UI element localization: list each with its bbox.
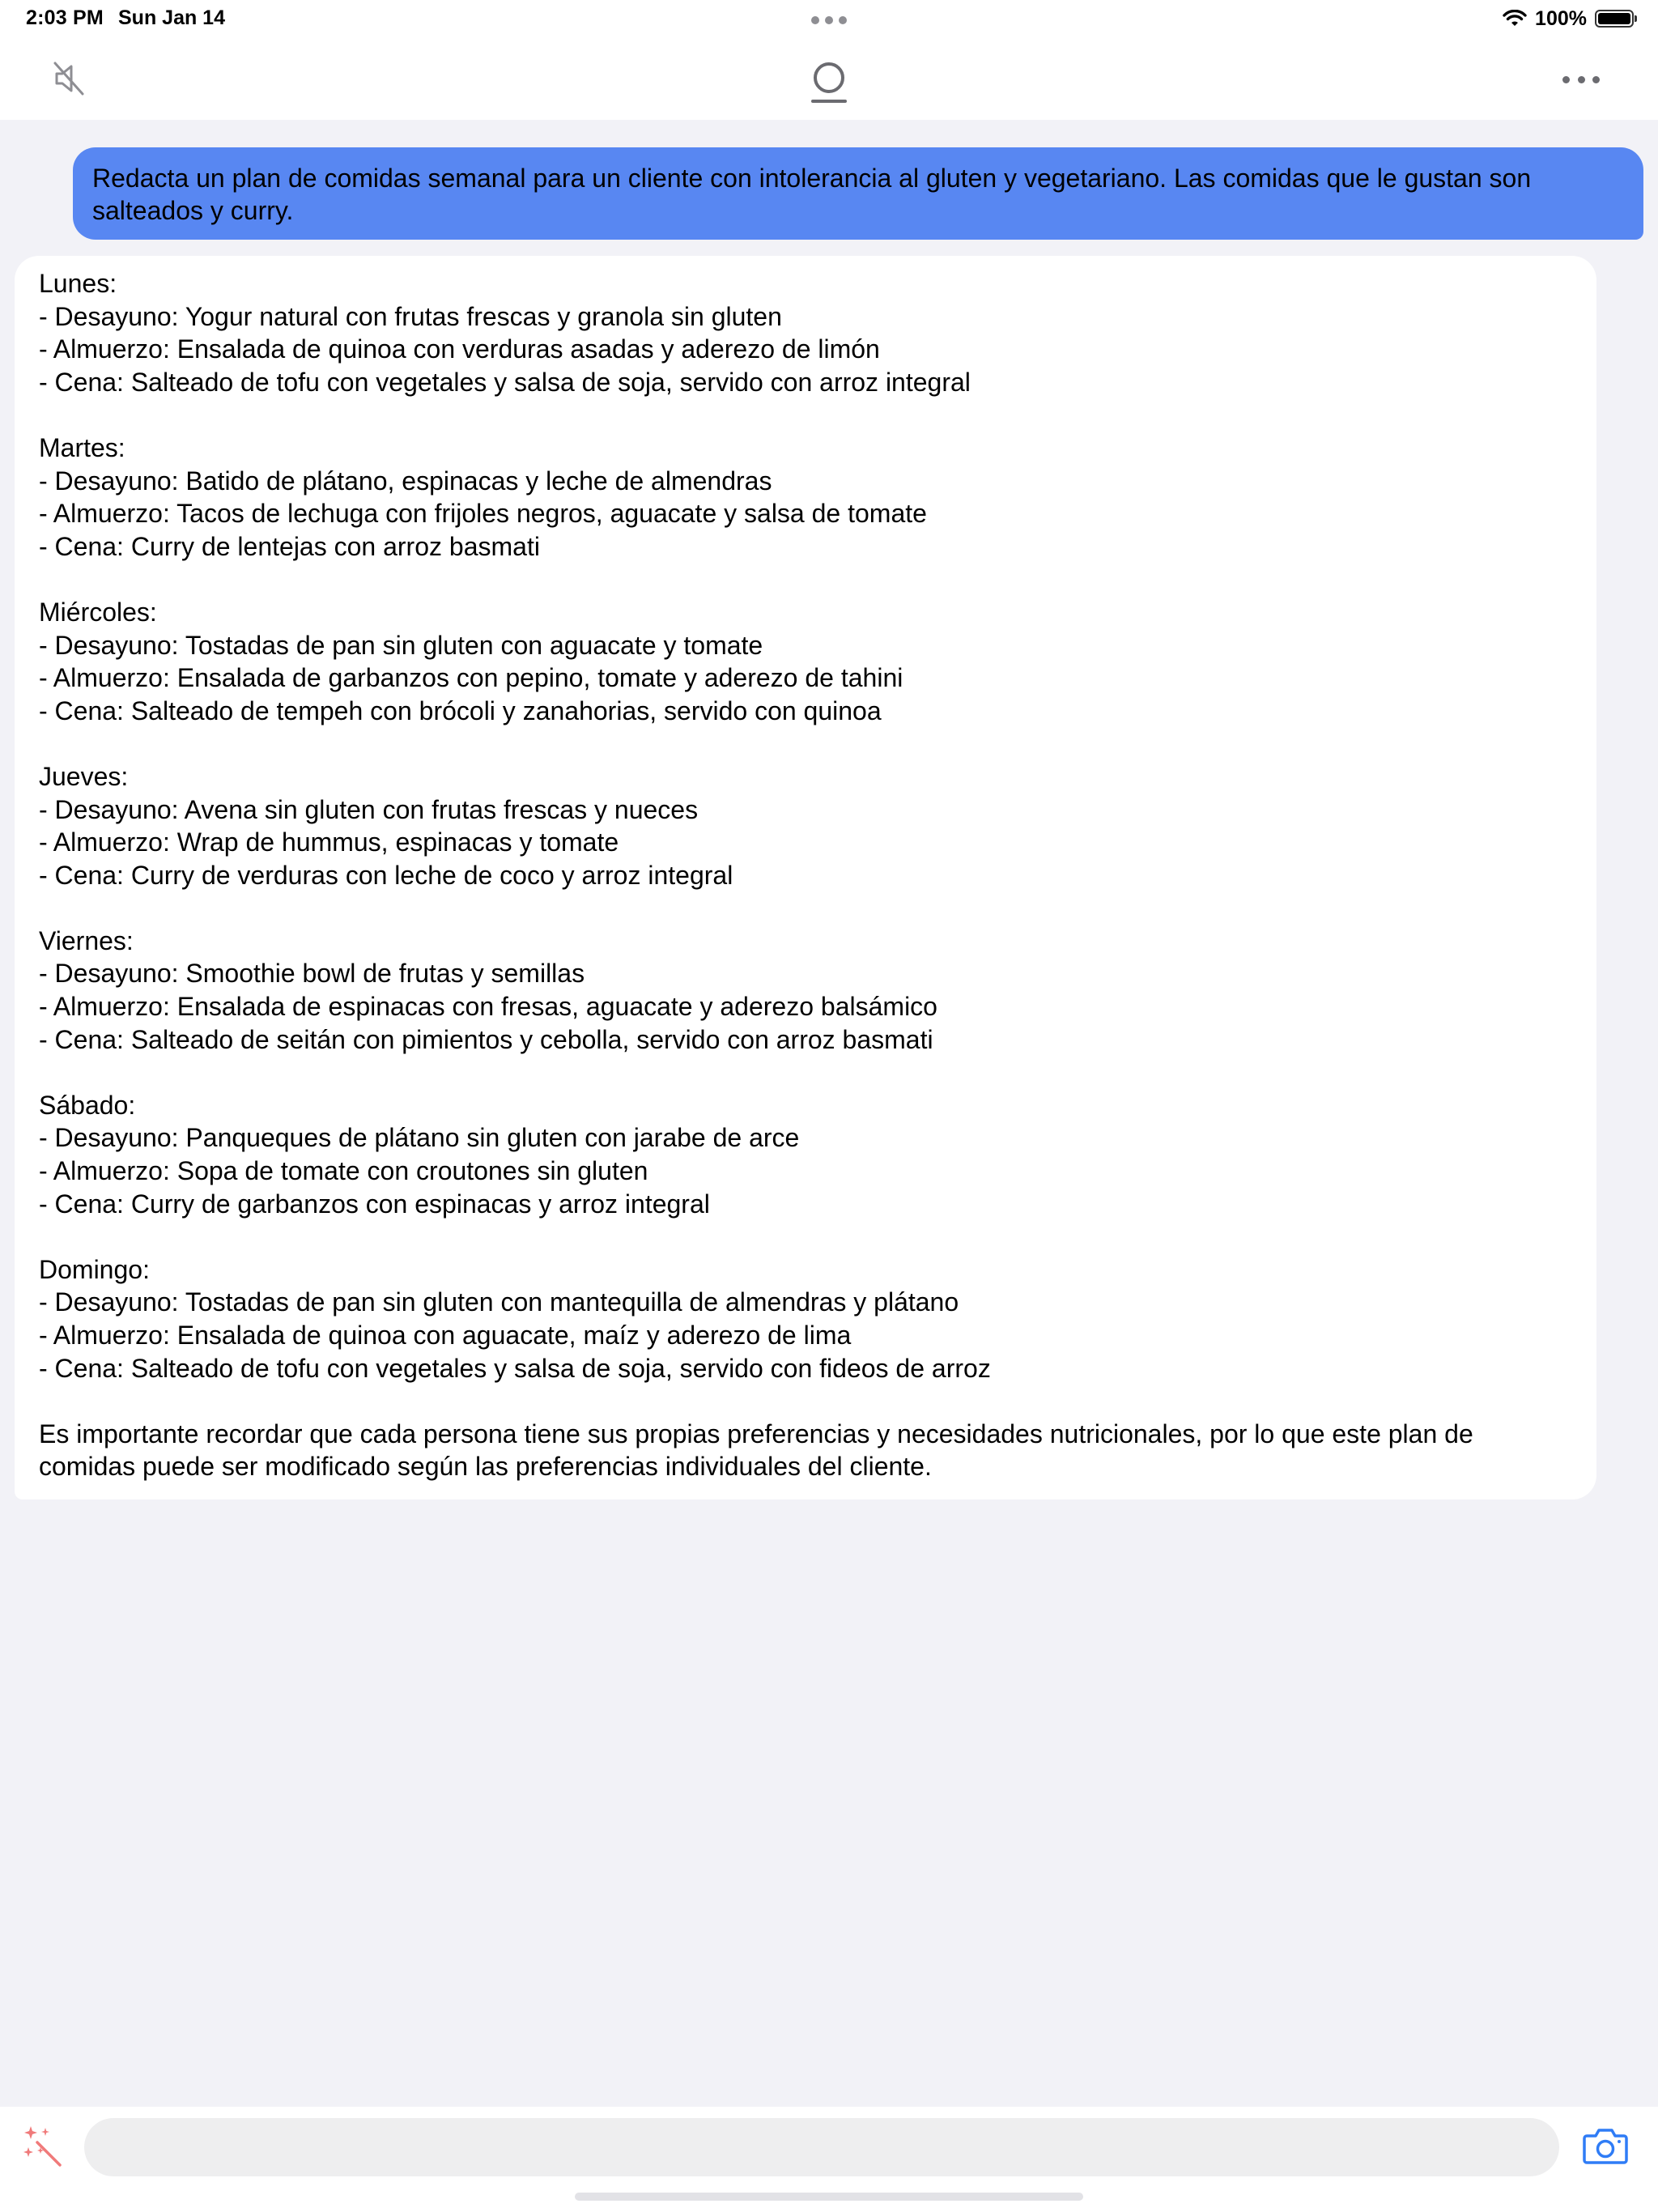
day-heading: Domingo: xyxy=(39,1254,150,1284)
home-indicator xyxy=(575,2193,1083,2201)
day-heading: Jueves: xyxy=(39,761,129,791)
battery-icon xyxy=(1595,10,1634,28)
day-block-miercoles xyxy=(39,596,1572,727)
meal-lunch: - Almuerzo: Sopa de tomate con croutones sin gluten xyxy=(39,1156,648,1186)
meal-lunch: - Almuerzo: Ensalada de quinoa con aguacate, maíz y aderezo de lima xyxy=(39,1321,852,1350)
meal-lunch: - Almuerzo: Ensalada de espinacas con fresas, aguacate y aderezo balsámico xyxy=(39,992,937,1022)
day-block-viernes xyxy=(39,925,1572,1056)
user-message-bubble xyxy=(73,147,1643,240)
meal-lunch: - Almuerzo: Wrap de hummus, espinacas y tomate xyxy=(39,827,619,857)
meal-lunch: - Almuerzo: Ensalada de garbanzos con pepino, tomate y aderezo de tahini xyxy=(39,663,903,693)
meal-breakfast: - Desayuno: Tostadas de pan sin gluten con aguacate y tomate xyxy=(39,630,763,660)
meal-dinner: - Cena: Salteado de tofu con vegetales y salsa de soja, servido con fideos de arroz xyxy=(39,1353,991,1383)
day-block-domingo xyxy=(39,1253,1572,1385)
day-heading: Sábado: xyxy=(39,1090,136,1120)
meal-lunch: - Almuerzo: Tacos de lechuga con frijoles negros, aguacate y salsa de tomate xyxy=(39,499,927,529)
meal-dinner: - Cena: Salteado de tempeh con brócoli y zanahorias, servido con quinoa xyxy=(39,696,882,725)
status-bar xyxy=(0,0,1658,39)
status-date: Sun Jan 14 xyxy=(118,6,225,29)
status-indicators xyxy=(1503,5,1634,32)
meal-dinner: - Cena: Curry de verduras con leche de coco y arroz integral xyxy=(39,860,733,890)
day-heading: Lunes: xyxy=(39,269,117,298)
nav-bar xyxy=(0,39,1658,120)
day-heading: Martes: xyxy=(39,432,125,462)
speaker-muted-icon[interactable] xyxy=(52,60,87,97)
meal-breakfast: - Desayuno: Panqueques de plátano sin gluten con jarabe de arce xyxy=(39,1123,800,1153)
closing-note: Es importante recordar que cada persona tiene sus propias preferencias y necesidades nutricionales, por lo que este plan de comidas puede ser modificado según las preferencias individuales del cliente. xyxy=(39,1419,1473,1482)
meal-breakfast: - Desayuno: Avena sin gluten con frutas frescas y nueces xyxy=(39,794,699,824)
status-time: 2:03 PM xyxy=(26,6,104,29)
message-input[interactable] xyxy=(84,2118,1559,2176)
meal-dinner: - Cena: Salteado de seitán con pimientos y cebolla, servido con arroz basmati xyxy=(39,1024,933,1054)
day-block-lunes xyxy=(39,267,1572,398)
multitasking-dots-icon[interactable] xyxy=(811,16,847,24)
day-block-jueves xyxy=(39,760,1572,891)
day-heading: Miércoles: xyxy=(39,597,157,627)
wifi-icon xyxy=(1503,10,1527,28)
meal-breakfast: - Desayuno: Tostadas de pan sin gluten con mantequilla de almendras y plátano xyxy=(39,1287,959,1317)
assistant-message-bubble xyxy=(15,256,1596,1499)
meal-dinner: - Cena: Salteado de tofu con vegetales y salsa de soja, servido con arroz integral xyxy=(39,367,971,397)
meal-dinner: - Cena: Curry de garbanzos con espinacas y arroz integral xyxy=(39,1189,710,1219)
day-block-martes xyxy=(39,432,1572,563)
composer-bar xyxy=(0,2107,1658,2212)
more-options-icon[interactable] xyxy=(1562,76,1600,84)
user-message-text: Redacta un plan de comidas semanal para un cliente con intolerancia al gluten y vegetariano. Las comidas que le gustan son salteados y curry. xyxy=(92,164,1532,225)
meal-breakfast: - Desayuno: Yogur natural con frutas frescas y granola sin gluten xyxy=(39,301,782,331)
meal-lunch: - Almuerzo: Ensalada de quinoa con verduras asadas y aderezo de limón xyxy=(39,334,880,364)
battery-percent: 100% xyxy=(1535,6,1587,30)
day-block-sabado xyxy=(39,1089,1572,1220)
magic-wand-icon[interactable] xyxy=(21,2123,66,2168)
camera-icon[interactable] xyxy=(1582,2126,1629,2165)
meal-breakfast: - Desayuno: Batido de plátano, espinacas y leche de almendras xyxy=(39,466,772,496)
day-heading: Viernes: xyxy=(39,925,134,955)
assistant-logo-icon[interactable] xyxy=(810,60,848,105)
meal-dinner: - Cena: Curry de lentejas con arroz basmati xyxy=(39,531,540,561)
meal-breakfast: - Desayuno: Smoothie bowl de frutas y semillas xyxy=(39,959,585,989)
